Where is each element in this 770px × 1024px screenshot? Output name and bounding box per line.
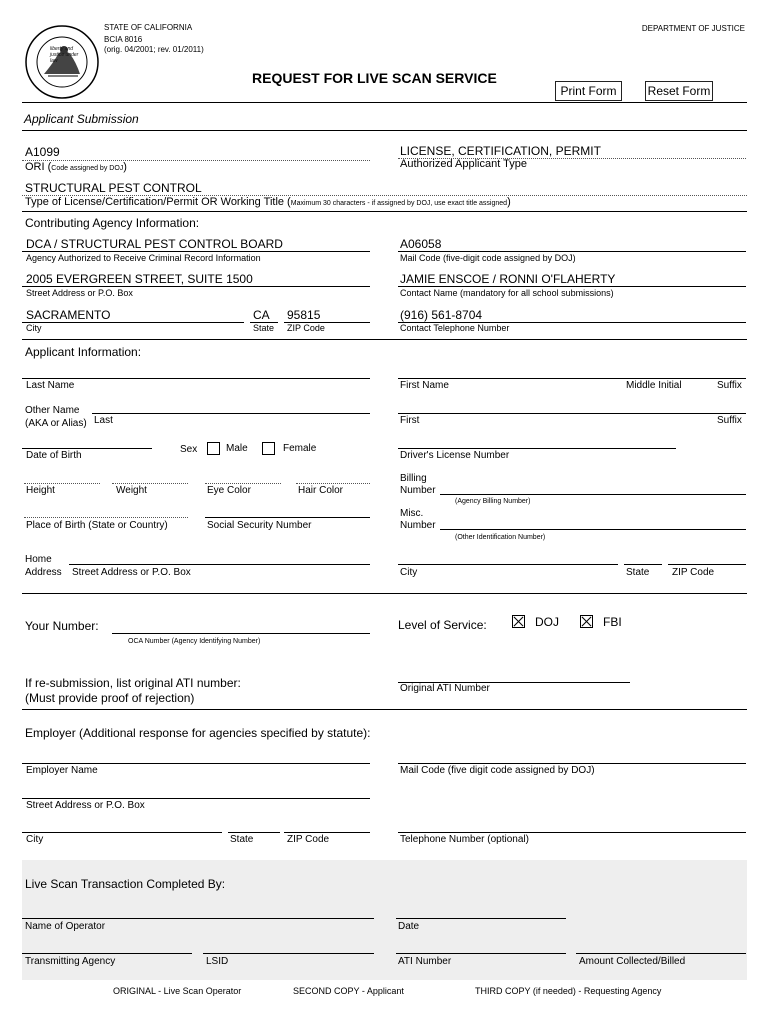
aka-first-line[interactable] (398, 413, 746, 414)
billing-number-label: Number (400, 485, 436, 496)
footer-original: ORIGINAL - Live Scan Operator (113, 986, 242, 996)
department-label: DEPARTMENT OF JUSTICE (641, 24, 745, 33)
contact-name-label: Contact Name (mandatory for all school submissions) (400, 288, 614, 298)
operator-line[interactable] (22, 918, 374, 919)
form-title: REQUEST FOR LIVE SCAN SERVICE (252, 70, 497, 86)
aka-first-label: First (400, 415, 420, 426)
applicant-info-heading: Applicant Information: (25, 345, 142, 359)
form-id: BCIA 8016 (104, 35, 143, 44)
employer-city-line[interactable] (22, 832, 222, 833)
original-ati-label: Original ATI Number (400, 683, 490, 694)
employer-phone-line[interactable] (398, 832, 746, 833)
transmitting-agency-line[interactable] (22, 953, 192, 954)
reset-form-button[interactable]: Reset Form (645, 81, 713, 101)
address-label: Address (25, 567, 62, 578)
footer-third: THIRD COPY (if needed) - Requesting Agency (475, 986, 662, 996)
male-checkbox[interactable] (207, 442, 220, 455)
ati-number-line[interactable] (396, 953, 566, 954)
suffix-label: Suffix (717, 380, 742, 391)
contact-line (398, 286, 746, 287)
agency-state-value[interactable]: CA (253, 308, 270, 322)
agency-label: Agency Authorized to Receive Criminal Record Information (26, 253, 261, 263)
dob-label: Date of Birth (26, 450, 82, 461)
city-line (22, 322, 244, 323)
license-type-value[interactable]: STRUCTURAL PEST CONTROL (25, 181, 202, 195)
height-label: Height (26, 485, 55, 496)
employer-phone-label: Telephone Number (optional) (400, 834, 529, 845)
ori-value[interactable]: A1099 (25, 145, 60, 159)
oca-number-line[interactable] (112, 633, 370, 634)
your-number-label: Your Number: (25, 619, 99, 633)
live-scan-heading: Live Scan Transaction Completed By: (25, 877, 226, 891)
home-zip-label: ZIP Code (672, 567, 715, 578)
agency-line (22, 251, 370, 252)
agency-zip-label: ZIP Code (287, 323, 325, 333)
height-line[interactable] (24, 483, 100, 484)
aka-label: (AKA or Alias) (25, 418, 87, 429)
ati-number-label: ATI Number (398, 956, 452, 967)
state-label: STATE OF CALIFORNIA (104, 23, 193, 32)
misc-number-label: Number (400, 520, 436, 531)
billing-label: Billing (400, 473, 427, 484)
employer-state-line[interactable] (228, 832, 280, 833)
contributing-agency-heading: Contributing Agency Information: (25, 216, 200, 230)
amount-label: Amount Collected/Billed (579, 956, 686, 967)
agency-street-label: Street Address or P.O. Box (26, 288, 133, 298)
employer-street-line[interactable] (22, 798, 370, 799)
header-divider (22, 102, 747, 103)
level-of-service-label: Level of Service: (398, 618, 487, 632)
last-name-line[interactable] (22, 378, 370, 379)
female-label: Female (283, 443, 317, 454)
divider (22, 211, 747, 212)
agency-city-value[interactable]: SACRAMENTO (26, 308, 111, 322)
employer-heading: Employer (Additional response for agencies specified by statute): (25, 726, 371, 740)
place-of-birth-label: Place of Birth (State or Country) (26, 520, 168, 531)
middle-initial-label: Middle Initial (626, 380, 682, 391)
billing-sub-label: (Agency Billing Number) (455, 498, 531, 505)
aka-last-line[interactable] (92, 413, 370, 414)
drivers-license-label: Driver's License Number (400, 450, 510, 461)
agency-city-label: City (26, 323, 42, 333)
employer-mail-code-label: Mail Code (five digit code assigned by DOJ) (400, 765, 595, 776)
home-street-line[interactable] (69, 564, 370, 565)
street-line (22, 286, 370, 287)
date-line[interactable] (396, 918, 566, 919)
weight-label: Weight (116, 485, 147, 496)
eye-color-line[interactable] (205, 483, 281, 484)
employer-state-label: State (230, 834, 254, 845)
divider (22, 593, 747, 594)
female-checkbox[interactable] (262, 442, 275, 455)
employer-name-line[interactable] (22, 763, 370, 764)
form-revision: (orig. 04/2001; rev. 01/2011) (104, 45, 204, 54)
transmitting-agency-label: Transmitting Agency (25, 956, 116, 967)
hair-color-line[interactable] (296, 483, 370, 484)
employer-zip-line[interactable] (284, 832, 370, 833)
seal-motto: liberty and justice under law (50, 46, 79, 64)
lsid-label: LSID (206, 956, 229, 967)
divider (22, 709, 747, 710)
agency-value[interactable]: DCA / STRUCTURAL PEST CONTROL BOARD (26, 237, 283, 251)
employer-zip-label: ZIP Code (287, 834, 330, 845)
aka-last-label: Last (94, 415, 113, 426)
contact-phone-label: Contact Telephone Number (400, 323, 510, 333)
employer-city-label: City (26, 834, 44, 845)
male-label: Male (226, 443, 248, 454)
home-label: Home (25, 554, 52, 565)
agency-state-label: State (253, 323, 275, 333)
date-label: Date (398, 921, 420, 932)
divider (22, 339, 747, 340)
hair-color-label: Hair Color (298, 485, 344, 496)
dob-line[interactable] (22, 448, 152, 449)
misc-line[interactable] (440, 529, 746, 530)
misc-label: Misc. (400, 508, 424, 519)
mail-code-line (398, 251, 746, 252)
aka-suffix-label: Suffix (717, 415, 742, 426)
home-state-line[interactable] (624, 564, 662, 565)
home-city-line[interactable] (398, 564, 618, 565)
resubmission-line2: (Must provide proof of rejection) (25, 691, 195, 705)
home-zip-line[interactable] (668, 564, 746, 565)
ssn-line[interactable] (205, 517, 370, 518)
first-name-label: First Name (400, 380, 449, 391)
billing-line[interactable] (440, 494, 746, 495)
footer-second: SECOND COPY - Applicant (293, 986, 404, 996)
applicant-type-label: Authorized Applicant Type (400, 158, 527, 170)
oca-number-sub: OCA Number (Agency Identifying Number) (128, 638, 261, 645)
amount-line[interactable] (576, 953, 746, 954)
section-applicant-submission: Applicant Submission (24, 112, 139, 126)
applicant-type-value[interactable]: LICENSE, CERTIFICATION, PERMIT (400, 144, 601, 158)
misc-sub-label: (Other Identification Number) (455, 534, 546, 541)
home-state-label: State (626, 567, 650, 578)
doj-checkbox[interactable] (512, 615, 525, 628)
employer-street-label: Street Address or P.O. Box (26, 800, 145, 811)
employer-name-label: Employer Name (26, 765, 98, 776)
divider (22, 130, 747, 131)
ori-label: ORI (Code assigned by DOJ) (25, 161, 127, 173)
print-form-button[interactable]: Print Form (555, 81, 622, 101)
mail-code-label: Mail Code (five-digit code assigned by DOJ) (400, 253, 576, 263)
fbi-label: FBI (603, 615, 622, 629)
contact-phone-value[interactable]: (916) 561-8704 (400, 308, 483, 322)
agency-street-value[interactable]: 2005 EVERGREEN STREET, SUITE 1500 (26, 272, 253, 286)
resubmission-line1: If re-submission, list original ATI number: (25, 676, 241, 690)
lsid-line[interactable] (203, 953, 374, 954)
sex-label: Sex (180, 444, 198, 455)
home-street-label: Street Address or P.O. Box (72, 567, 191, 578)
employer-mail-code-line[interactable] (398, 763, 746, 764)
agency-zip-value[interactable]: 95815 (287, 308, 321, 322)
doj-label: DOJ (535, 615, 559, 629)
operator-label: Name of Operator (25, 921, 106, 932)
last-name-label: Last Name (26, 380, 75, 391)
other-name-label: Other Name (25, 405, 80, 416)
home-city-label: City (400, 567, 418, 578)
weight-line[interactable] (112, 483, 188, 484)
first-name-line[interactable] (398, 378, 746, 379)
eye-color-label: Eye Color (207, 485, 251, 496)
ssn-label: Social Security Number (207, 520, 312, 531)
mail-code-value[interactable]: A06058 (400, 237, 442, 251)
license-type-label: Type of License/Certification/Permit OR Working Title (Maximum 30 characters - if assigned by DOJ, use exact title assigned) (25, 196, 511, 208)
fbi-checkbox[interactable] (580, 615, 593, 628)
place-of-birth-line[interactable] (24, 517, 188, 518)
drivers-license-line[interactable] (398, 448, 676, 449)
contact-name-value[interactable]: JAMIE ENSCOE / RONNI O'FLAHERTY (400, 272, 616, 286)
